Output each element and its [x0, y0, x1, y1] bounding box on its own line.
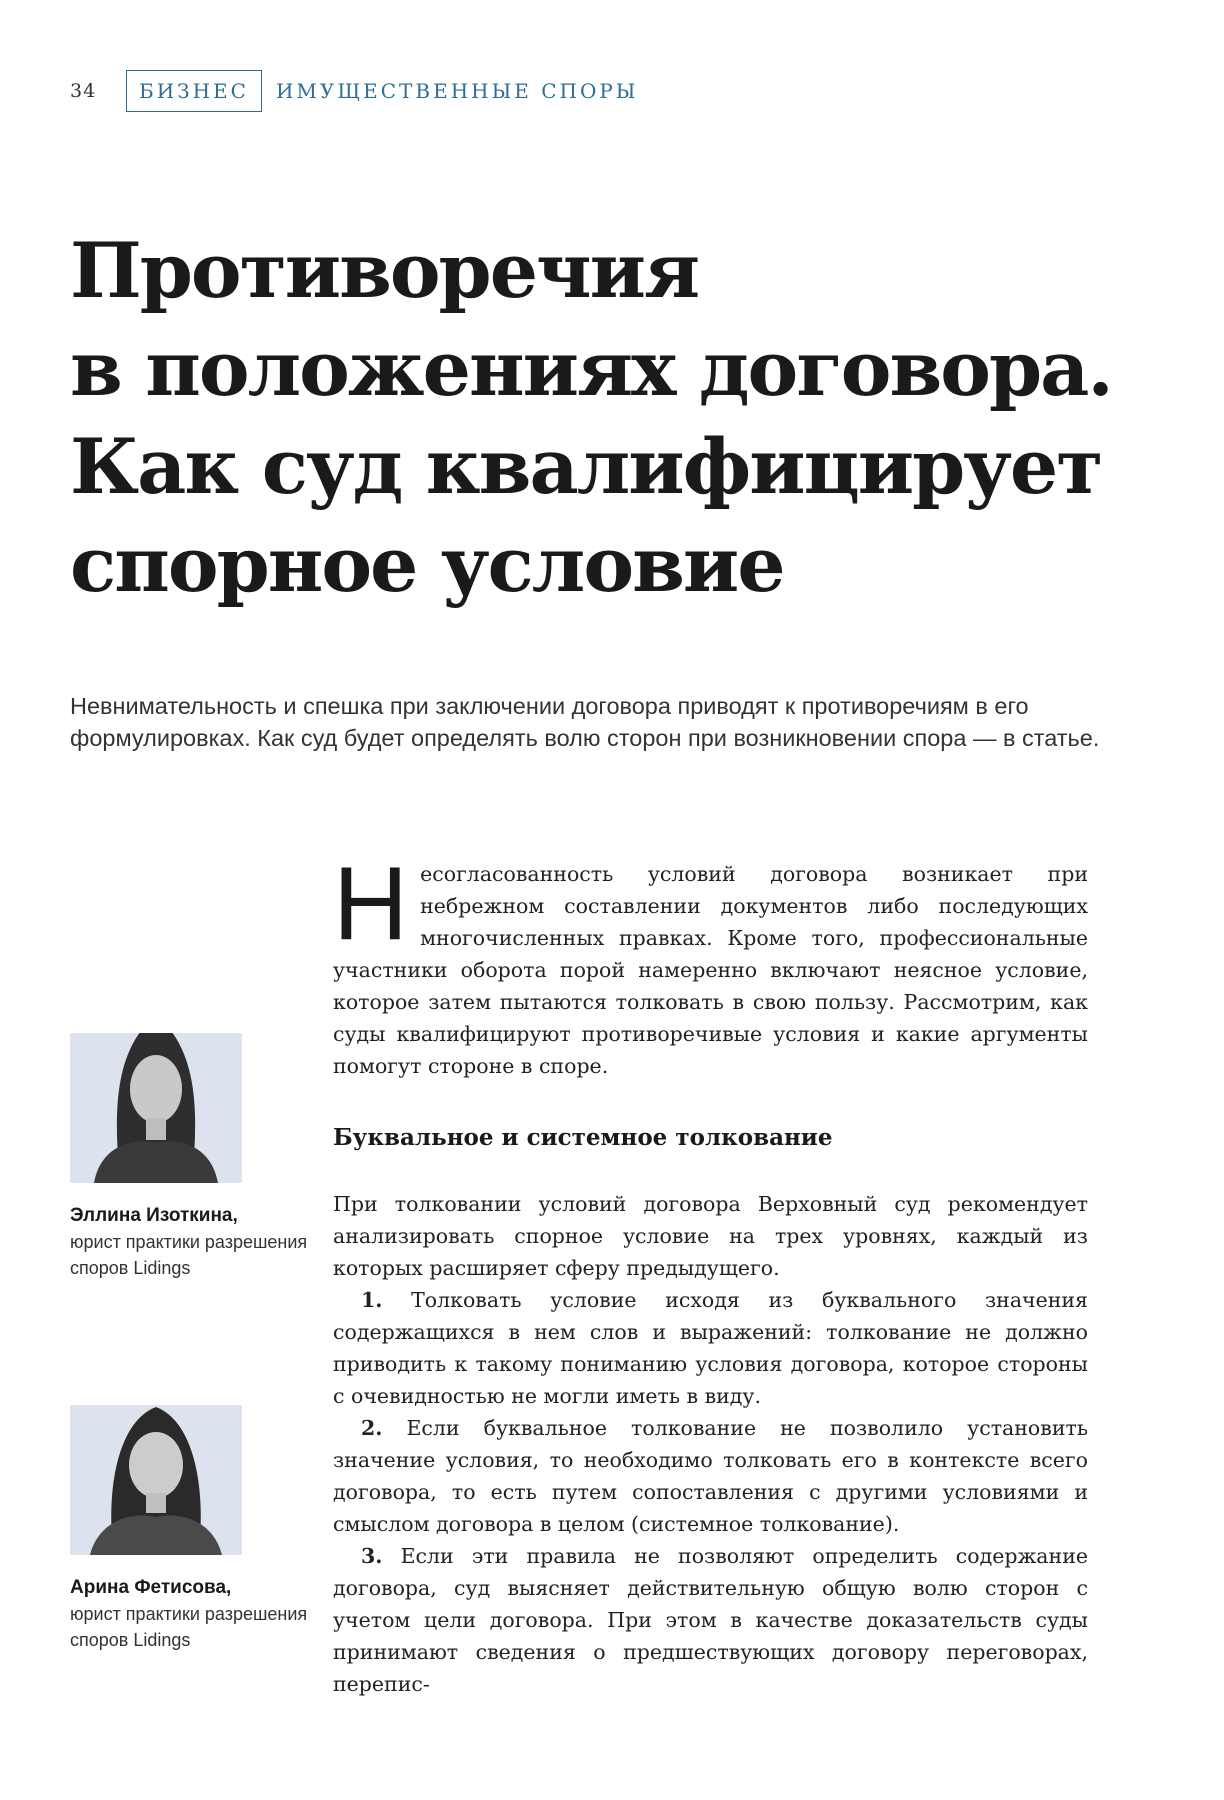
author-card: [70, 1405, 320, 1653]
title-line: спорное условие: [70, 520, 784, 609]
list-item: [333, 1540, 1088, 1700]
portrait-icon: [70, 1405, 242, 1555]
drop-cap: Н: [333, 846, 409, 962]
article-lead: Невнимательность и спешка при заключении договора приводят к противоречиям в его формулировках. Как суд будет определять волю сторон при возникновении спора — в статье.: [70, 693, 1100, 751]
author-photo: [70, 1033, 242, 1183]
body-paragraph: При толковании условий договора Верховный суд рекомендует анализировать спорное условие на трех уровнях, каждый из которых расширяет сферу предыдущего.: [333, 1192, 1088, 1280]
section-heading: Буквальное и системное толкование: [333, 1124, 833, 1151]
list-item: [333, 1284, 1088, 1412]
subsection-label: ИМУЩЕСТВЕННЫЕ СПОРЫ: [275, 79, 639, 103]
title-line: в положениях договора.: [70, 324, 1112, 413]
list-number: 3.: [361, 1544, 383, 1568]
author-photo: [70, 1405, 242, 1555]
author-role: юрист практики разрешения споров Lidings: [70, 1604, 308, 1650]
author-name: Эллина Изоткина,: [70, 1205, 238, 1226]
intro-paragraph: [333, 846, 1088, 1082]
article-title: [70, 222, 1160, 614]
list-text: Толковать условие исходя из буквального значения содержащихся в нем слов и выражений: толкование не должно приводить к такому пониманию условия договора, которое стороны с очевидностью не могли иметь в виду.: [333, 1288, 1088, 1408]
title-line: Противоречия: [70, 226, 699, 315]
list-number: 2.: [361, 1416, 383, 1440]
list-text: Если буквальное толкование не позволило установить значение условия, то необходимо толковать его в контексте всего договора, то есть путем сопоставления с другими условиями и смыслом договора в целом (системное толкование).: [333, 1416, 1088, 1536]
author-role: юрист практики разрешения споров Lidings: [70, 1232, 308, 1278]
list-item: [333, 1412, 1088, 1540]
page-number: 34: [70, 80, 97, 102]
section-label: БИЗНЕС: [126, 70, 262, 112]
page-header: [70, 70, 638, 112]
article-body: [333, 846, 1088, 1700]
title-line: Как суд квалифицирует: [70, 422, 1102, 511]
author-name: Арина Фетисова,: [70, 1577, 232, 1598]
intro-text: есогласованность условий договора возникает при небрежном составлении документов либо последующих многочисленных правках. Кроме того, профессиональные участники оборота порой намеренно включают неясное условие, которое затем пытаются толковать в свою пользу. Рассмотрим, как суды квалифицируют противоречивые условия и какие аргументы помогут стороне в споре.: [333, 862, 1088, 1078]
author-card: [70, 1033, 320, 1281]
list-number: 1.: [361, 1288, 383, 1312]
list-text: Если эти правила не позволяют определить содержание договора, суд выясняет действительную общую волю сторон с учетом цели договора. При этом в качестве доказательств суды принимают сведения о предшествующих договору переговорах, перепис-: [333, 1544, 1088, 1696]
portrait-icon: [70, 1033, 242, 1183]
